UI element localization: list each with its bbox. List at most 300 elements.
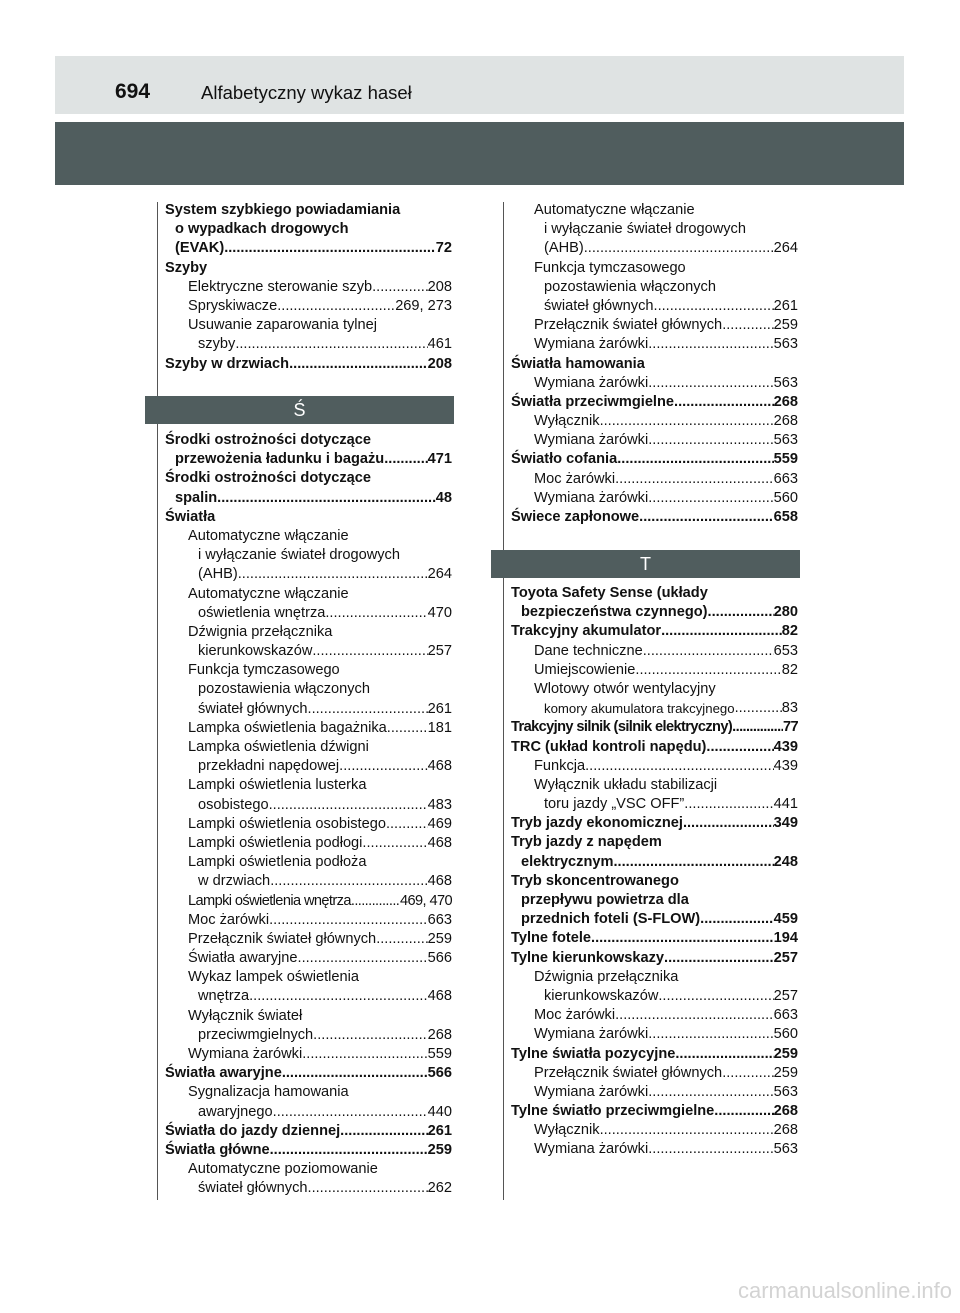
dot-leader bbox=[600, 1121, 774, 1140]
entry-text: Funkcja bbox=[534, 757, 586, 774]
entry-text: Funkcja tymczasowego bbox=[534, 259, 686, 276]
dot-leader bbox=[270, 872, 427, 891]
dot-leader bbox=[706, 738, 773, 757]
index-subentry bbox=[165, 680, 452, 699]
dot-leader bbox=[217, 489, 436, 508]
index-entry bbox=[511, 393, 798, 412]
entry-text: toru jazdy „VSC OFF” bbox=[544, 796, 685, 813]
index-subentry bbox=[165, 700, 452, 719]
page-reference: 261 bbox=[427, 1122, 452, 1139]
page-reference: 459 bbox=[773, 911, 798, 928]
dot-leader bbox=[591, 929, 774, 948]
dot-leader bbox=[675, 1045, 773, 1064]
dot-leader bbox=[387, 719, 428, 738]
index-entry bbox=[511, 603, 798, 622]
entry-text: Przełącznik świateł głównych bbox=[188, 930, 377, 947]
dot-leader bbox=[615, 470, 774, 489]
page-reference: 560 bbox=[773, 1026, 798, 1043]
entry-text: Dźwignia przełącznika bbox=[534, 968, 679, 985]
index-subentry bbox=[511, 316, 798, 335]
page-header bbox=[55, 56, 904, 114]
entry-text: Tryb skoncentrowanego bbox=[511, 872, 679, 889]
index-entry bbox=[511, 891, 798, 910]
dot-leader bbox=[339, 757, 427, 776]
index-subentry bbox=[511, 661, 798, 680]
dot-leader bbox=[308, 1179, 428, 1198]
entry-text: Szyby w drzwiach bbox=[165, 355, 290, 372]
entry-text: Lampki oświetlenia wnętrza bbox=[188, 892, 351, 909]
page-number: 694 bbox=[115, 80, 151, 103]
entry-text: Automatyczne włączanie bbox=[188, 585, 349, 602]
page-reference: 257 bbox=[773, 949, 798, 966]
page-reference: 663 bbox=[427, 911, 452, 928]
entry-text: Moc żarówki bbox=[534, 1007, 616, 1024]
index-subentry bbox=[165, 1103, 452, 1122]
page-reference: 461 bbox=[427, 336, 452, 353]
index-entry bbox=[511, 1045, 798, 1064]
header-band bbox=[55, 122, 904, 185]
entry-text: Światła główne bbox=[165, 1141, 270, 1158]
dot-leader bbox=[648, 1025, 773, 1044]
index-subentry bbox=[165, 527, 452, 546]
index-subentry bbox=[165, 776, 452, 795]
index-subentry bbox=[165, 546, 452, 565]
index-subentry bbox=[511, 220, 798, 239]
dot-leader bbox=[269, 796, 428, 815]
entry-text: Światła hamowania bbox=[511, 355, 645, 372]
index-subentry bbox=[511, 297, 798, 316]
page-reference: 268 bbox=[773, 393, 798, 410]
index-subentry bbox=[511, 239, 798, 258]
entry-text: spalin bbox=[175, 489, 218, 506]
index-subentry bbox=[511, 489, 798, 508]
page-reference: 208 bbox=[427, 278, 452, 295]
index-entry bbox=[511, 929, 798, 948]
entry-text: Tryb jazdy ekonomicznej bbox=[511, 815, 683, 832]
dot-leader bbox=[735, 699, 782, 718]
index-entry bbox=[165, 201, 452, 220]
index-subentry bbox=[165, 853, 452, 872]
index-entry bbox=[165, 489, 452, 508]
entry-text: osobistego bbox=[198, 796, 269, 813]
page-reference: 208 bbox=[427, 355, 452, 372]
page-reference: 83 bbox=[781, 700, 798, 717]
entry-text: Wymiana żarówki bbox=[188, 1046, 303, 1062]
index-subentry bbox=[165, 987, 452, 1006]
entry-text: Funkcja tymczasowego bbox=[188, 662, 340, 679]
index-entry bbox=[511, 833, 798, 852]
page-reference: 257 bbox=[773, 987, 798, 1004]
page-reference: 468 bbox=[427, 873, 452, 890]
entry-text: kierunkowskazów bbox=[544, 987, 659, 1004]
entry-text: Wymiana żarówki bbox=[534, 374, 649, 391]
page-reference: 469 bbox=[427, 815, 452, 832]
page-reference: 261 bbox=[427, 700, 452, 717]
dot-leader bbox=[639, 508, 774, 527]
index-subentry bbox=[511, 1025, 798, 1044]
index-list-right-bottom bbox=[511, 584, 798, 1160]
index-subentry bbox=[165, 911, 452, 930]
index-entry bbox=[511, 1102, 798, 1121]
page-reference: 48 bbox=[435, 489, 452, 506]
page-reference: 439 bbox=[773, 738, 798, 755]
dot-leader bbox=[282, 1064, 428, 1083]
entry-text: (EVAK) bbox=[175, 240, 225, 257]
dot-leader bbox=[224, 239, 436, 258]
index-subentry bbox=[165, 565, 452, 584]
page-reference: 469, 470 bbox=[399, 892, 452, 909]
index-subentry bbox=[165, 930, 452, 949]
dot-leader bbox=[654, 297, 774, 316]
entry-text: Lampki oświetlenia podłoża bbox=[188, 854, 367, 871]
page-reference: 559 bbox=[773, 451, 798, 468]
entry-text: przeciwmgielnych bbox=[198, 1026, 314, 1043]
entry-text: Wymiana żarówki bbox=[534, 1141, 649, 1158]
index-entry bbox=[511, 584, 798, 603]
page-reference: 566 bbox=[427, 1065, 452, 1082]
dot-leader bbox=[585, 757, 774, 776]
entry-text: Światła bbox=[165, 508, 216, 525]
entry-text: pozostawienia włączonych bbox=[544, 278, 716, 295]
entry-text: Środki ostrożności dotyczące bbox=[165, 470, 371, 487]
index-subentry bbox=[165, 968, 452, 987]
dot-leader bbox=[386, 815, 428, 834]
entry-text: Dźwignia przełącznika bbox=[188, 623, 333, 640]
dot-leader bbox=[635, 661, 781, 680]
entry-text: Światło cofania bbox=[511, 451, 618, 468]
page-reference: 471 bbox=[427, 451, 452, 468]
entry-text: Wymiana żarówki bbox=[534, 1083, 649, 1100]
page-reference: 440 bbox=[427, 1103, 452, 1120]
index-entry bbox=[511, 718, 798, 737]
section-header-t: T bbox=[491, 550, 800, 578]
left-column-rule bbox=[157, 202, 158, 1200]
dot-leader bbox=[722, 316, 773, 335]
index-entry bbox=[165, 1122, 452, 1141]
page-reference: 264 bbox=[773, 240, 798, 257]
index-entry bbox=[511, 355, 798, 374]
dot-leader bbox=[235, 335, 427, 354]
entry-text: Światła awaryjne bbox=[165, 1065, 282, 1082]
page-reference: 280 bbox=[773, 604, 798, 621]
entry-text: elektrycznym bbox=[521, 853, 614, 870]
index-entry bbox=[165, 431, 452, 450]
index-subentry bbox=[511, 776, 798, 795]
index-subentry bbox=[165, 297, 452, 316]
page-reference: 560 bbox=[773, 489, 798, 506]
index-subentry bbox=[165, 585, 452, 604]
entry-text: Wyłącznik bbox=[534, 1122, 600, 1139]
dot-leader bbox=[613, 853, 773, 872]
dot-leader bbox=[722, 1064, 773, 1083]
index-subentry bbox=[511, 968, 798, 987]
dot-leader bbox=[289, 355, 428, 374]
entry-text: Wymiana żarówki bbox=[534, 1026, 649, 1043]
index-list-left-bottom bbox=[165, 431, 452, 1199]
entry-text: Automatyczne włączanie bbox=[534, 202, 695, 218]
entry-text: kierunkowskazów bbox=[198, 643, 313, 660]
dot-leader bbox=[617, 450, 773, 469]
dot-leader bbox=[674, 393, 774, 412]
entry-text: Automatyczne poziomowanie bbox=[188, 1161, 378, 1178]
index-entry bbox=[165, 1141, 452, 1160]
entry-text: Tylne kierunkowskazy bbox=[511, 949, 665, 966]
page-reference: 483 bbox=[427, 796, 452, 813]
index-entry bbox=[165, 508, 452, 527]
entry-text: Świece zapłonowe bbox=[511, 509, 640, 525]
dot-leader bbox=[648, 489, 773, 508]
page-reference: 468 bbox=[427, 834, 452, 851]
entry-text: Lampki oświetlenia podłogi bbox=[188, 834, 363, 851]
index-entry bbox=[165, 1064, 452, 1083]
dot-leader bbox=[312, 642, 427, 661]
page-reference: 563 bbox=[773, 374, 798, 391]
entry-text: Wyłącznik świateł bbox=[188, 1007, 303, 1024]
entry-text: świateł głównych bbox=[198, 1180, 308, 1197]
dot-leader bbox=[308, 700, 428, 719]
index-subentry bbox=[511, 374, 798, 393]
dot-leader bbox=[683, 814, 774, 833]
page-reference: 259 bbox=[427, 930, 452, 947]
entry-text: Tryb jazdy z napędem bbox=[511, 834, 662, 851]
page-reference: 257 bbox=[427, 643, 452, 660]
page-reference: 181 bbox=[427, 719, 452, 736]
index-subentry bbox=[165, 815, 452, 834]
dot-leader bbox=[648, 1140, 773, 1159]
index-subentry bbox=[165, 604, 452, 623]
index-entry bbox=[511, 508, 798, 527]
entry-text: szyby bbox=[198, 336, 236, 353]
dot-leader bbox=[600, 412, 774, 431]
index-entry bbox=[165, 259, 452, 278]
page-reference: 269, 273 bbox=[395, 297, 452, 314]
entry-text: Tylne światło przeciwmgielne bbox=[511, 1103, 715, 1120]
index-subentry bbox=[511, 680, 798, 699]
page-reference: 559 bbox=[427, 1046, 452, 1062]
index-subentry bbox=[165, 1179, 452, 1198]
index-entry bbox=[511, 738, 798, 757]
entry-text: Wyłącznik bbox=[534, 413, 600, 430]
index-subentry bbox=[511, 1121, 798, 1140]
index-entry bbox=[511, 949, 798, 968]
index-subentry bbox=[511, 1064, 798, 1083]
entry-text: System szybkiego powiadamiania bbox=[165, 202, 401, 218]
entry-text: Szyby bbox=[165, 259, 208, 276]
index-subentry bbox=[511, 201, 798, 220]
entry-text: Wlotowy otwór wentylacyjny bbox=[534, 680, 716, 697]
dot-leader bbox=[648, 374, 773, 393]
page-reference: 194 bbox=[773, 930, 798, 947]
index-subentry bbox=[511, 1140, 798, 1159]
index-subentry bbox=[511, 1006, 798, 1025]
dot-leader bbox=[684, 795, 773, 814]
dot-leader bbox=[661, 622, 782, 641]
page-reference: 259 bbox=[773, 1045, 798, 1062]
entry-text: Umiejscowienie bbox=[534, 661, 636, 678]
index-entry bbox=[511, 450, 798, 469]
entry-text: Wykaz lampek oświetlenia bbox=[188, 969, 360, 986]
entry-text: i wyłączanie świateł drogowych bbox=[544, 221, 746, 238]
index-subentry bbox=[511, 412, 798, 431]
dot-leader bbox=[351, 892, 400, 911]
index-subentry bbox=[165, 335, 452, 354]
dot-leader bbox=[700, 910, 773, 929]
entry-text: Lampka oświetlenia dźwigni bbox=[188, 739, 369, 755]
page-reference: 261 bbox=[773, 297, 798, 314]
index-subentry bbox=[165, 278, 452, 297]
page-reference: 77 bbox=[782, 719, 798, 736]
index-subentry bbox=[165, 642, 452, 661]
entry-text: przewożenia ładunku i bagażu bbox=[175, 451, 385, 468]
index-entry bbox=[165, 469, 452, 488]
dot-leader bbox=[302, 1045, 427, 1064]
entry-text: przednich foteli (S-FLOW) bbox=[521, 911, 701, 928]
dot-leader bbox=[273, 1103, 428, 1122]
page-reference: 563 bbox=[773, 1141, 798, 1158]
page-reference: 268 bbox=[773, 413, 798, 430]
page-reference: 468 bbox=[427, 758, 452, 775]
entry-text: Światła awaryjne bbox=[188, 950, 298, 967]
page-reference: 349 bbox=[773, 815, 798, 832]
page-reference: 259 bbox=[773, 317, 798, 334]
dot-leader bbox=[340, 1122, 427, 1141]
entry-text: przekładni napędowej bbox=[198, 758, 340, 775]
index-entry bbox=[165, 355, 452, 374]
dot-leader bbox=[708, 603, 774, 622]
page-reference: 563 bbox=[773, 432, 798, 449]
dot-leader bbox=[298, 949, 428, 968]
entry-text: Trakcyjny silnik (silnik elektryczny) bbox=[511, 719, 733, 736]
entry-text: oświetlenia wnętrza bbox=[198, 604, 326, 621]
index-subentry bbox=[165, 1083, 452, 1102]
page-reference: 248 bbox=[773, 853, 798, 870]
index-subentry bbox=[511, 757, 798, 776]
page-reference: 663 bbox=[773, 1007, 798, 1024]
entry-text: Wymiana żarówki bbox=[534, 336, 649, 353]
page-title: Alfabetyczny wykaz haseł bbox=[201, 82, 412, 103]
entry-text: Wyłącznik układu stabilizacji bbox=[534, 776, 718, 793]
dot-leader bbox=[277, 297, 395, 316]
entry-text: pozostawienia włączonych bbox=[198, 681, 370, 698]
index-subentry bbox=[511, 431, 798, 450]
index-entry bbox=[511, 910, 798, 929]
page-reference: 264 bbox=[427, 566, 452, 583]
entry-text: Trakcyjny akumulator bbox=[511, 623, 662, 640]
index-entry bbox=[511, 622, 798, 641]
entry-text: wnętrza bbox=[198, 988, 250, 1005]
entry-text: Światła do jazdy dziennej bbox=[165, 1122, 341, 1139]
dot-leader bbox=[658, 987, 773, 1006]
entry-text: przepływu powietrza dla bbox=[521, 892, 689, 908]
dot-leader bbox=[269, 911, 428, 930]
index-subentry bbox=[511, 259, 798, 278]
index-subentry bbox=[511, 278, 798, 297]
entry-text: Światła przeciwmgielne bbox=[511, 393, 675, 410]
entry-text: Przełącznik świateł głównych bbox=[534, 317, 723, 334]
index-subentry bbox=[511, 335, 798, 354]
index-subentry bbox=[165, 757, 452, 776]
index-subentry bbox=[511, 795, 798, 814]
index-entry bbox=[165, 220, 452, 239]
page-reference: 268 bbox=[773, 1122, 798, 1139]
page-reference: 72 bbox=[435, 240, 452, 257]
index-subentry bbox=[165, 949, 452, 968]
dot-leader bbox=[615, 1006, 774, 1025]
page-reference: 470 bbox=[427, 604, 452, 621]
entry-text: Sygnalizacja hamowania bbox=[188, 1084, 349, 1101]
page-reference: 259 bbox=[773, 1064, 798, 1081]
entry-text: Toyota Safety Sense (układy bbox=[511, 585, 708, 601]
index-entry bbox=[511, 853, 798, 872]
entry-text: (AHB) bbox=[198, 566, 238, 583]
dot-leader bbox=[584, 239, 774, 258]
entry-text: Lampki oświetlenia osobistego bbox=[188, 815, 386, 832]
entry-text: Moc żarówki bbox=[534, 470, 616, 487]
dot-leader bbox=[648, 1083, 773, 1102]
index-subentry bbox=[511, 987, 798, 1006]
index-subentry bbox=[165, 316, 452, 335]
page-reference: 468 bbox=[427, 988, 452, 1005]
entry-text: awaryjnego bbox=[198, 1103, 273, 1120]
index-subentry bbox=[511, 699, 798, 718]
entry-text: Automatyczne włączanie bbox=[188, 527, 349, 544]
entry-text: Tylne światła pozycyjne bbox=[511, 1045, 676, 1062]
index-subentry bbox=[511, 1083, 798, 1102]
index-entry bbox=[165, 450, 452, 469]
page-reference: 268 bbox=[773, 1103, 798, 1120]
index-subentry bbox=[165, 872, 452, 891]
dot-leader bbox=[372, 278, 428, 297]
entry-text: bezpieczeństwa czynnego) bbox=[521, 604, 708, 621]
dot-leader bbox=[270, 1141, 428, 1160]
index-subentry bbox=[511, 470, 798, 489]
entry-text: i wyłączanie świateł drogowych bbox=[198, 547, 400, 564]
entry-text: Elektryczne sterowanie szyb bbox=[188, 278, 373, 295]
entry-text: Tylne fotele bbox=[511, 930, 592, 947]
entry-text: komory akumulatora trakcyjnego bbox=[544, 701, 735, 717]
page-reference: 268 bbox=[427, 1026, 452, 1043]
index-subentry bbox=[165, 1026, 452, 1045]
dot-leader bbox=[664, 949, 774, 968]
index-subentry bbox=[165, 892, 452, 911]
page-reference: 82 bbox=[781, 661, 798, 678]
entry-text: Spryskiwacze bbox=[188, 297, 278, 314]
right-column-rule bbox=[503, 202, 504, 1200]
dot-leader bbox=[643, 642, 774, 661]
dot-leader bbox=[732, 718, 783, 737]
entry-text: TRC (układ kontroli napędu) bbox=[511, 738, 707, 755]
dot-leader bbox=[325, 604, 427, 623]
dot-leader bbox=[384, 450, 427, 469]
dot-leader bbox=[362, 834, 427, 853]
entry-text: Środki ostrożności dotyczące bbox=[165, 432, 371, 448]
index-entry bbox=[511, 814, 798, 833]
page-reference: 259 bbox=[427, 1141, 452, 1158]
index-subentry bbox=[165, 1045, 452, 1064]
index-subentry bbox=[165, 1160, 452, 1179]
page-reference: 663 bbox=[773, 470, 798, 487]
entry-text: (AHB) bbox=[544, 240, 584, 257]
entry-text: Wymiana żarówki bbox=[534, 432, 649, 449]
page-reference: 566 bbox=[427, 950, 452, 967]
dot-leader bbox=[648, 431, 773, 450]
entry-text: świateł głównych bbox=[544, 297, 654, 314]
page-reference: 563 bbox=[773, 336, 798, 353]
dot-leader bbox=[313, 1026, 427, 1045]
dot-leader bbox=[714, 1102, 773, 1121]
page-reference: 658 bbox=[773, 509, 798, 525]
page-reference: 653 bbox=[773, 642, 798, 659]
